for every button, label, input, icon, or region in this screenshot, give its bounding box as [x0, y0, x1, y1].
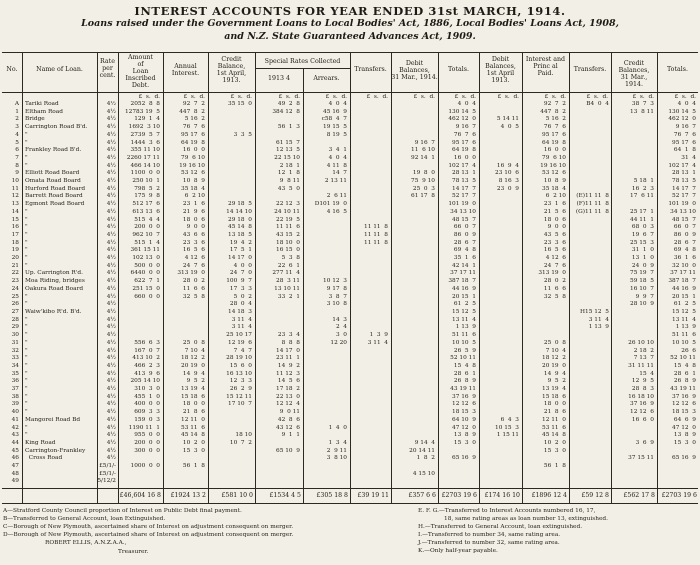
total-transfers: £39 19 11 [357, 492, 389, 499]
footnote: A—Stratford County Council proportion of Interest on Public Debt final payment. [3, 508, 242, 514]
column-debit-balance-1914: 9 16 7 11 6 10 92 14 1 19 8 0 75 9 10 25 0 3 61 17 8 9 14 4 20 14 11 1 8 2 4 15 10 [409, 139, 435, 477]
unit-label: £ s. d. [454, 94, 476, 100]
interest-accounts-table [2, 52, 698, 504]
total-transfers-2: £59 12 8 [581, 492, 609, 499]
total-amount: £46,604 16 8 [119, 492, 161, 499]
footnotes-left [3, 507, 293, 539]
header-annual: Annual Interest. [171, 63, 200, 77]
header-name: Name of Loan. [36, 66, 83, 73]
header-debit-balance-1914: Debit Balances, 31 Mar., 1914. [391, 60, 438, 81]
footnotes-right [418, 507, 608, 555]
footnote: H.—Transferred to General Account, loan extinguished. [418, 524, 583, 530]
unit-label: £ s. d. [544, 94, 566, 100]
unit-label: £ s. d. [325, 94, 347, 100]
footnote: I.—Transferred to number 34, same rating area. [418, 532, 561, 538]
footnote: D—Borough of New Plymouth, ascertained share of Interest on adjustment consequent on merger. [3, 532, 294, 538]
column-debit-balance-apr-1913: 5 14 11 4 0 5 16 9 4 23 10 6 8 16 3 23 0 9 6 4 3 10 15 3 1 15 11 [495, 116, 519, 439]
column-name: Tariki Road Eltham Road Bridge Carrington Road B'd. " " Frankley Road B'd. " " Elliott Road Board Omata Road Board Hurford Road Board Barrett Road Board Egmont Road Board " " " " " " " " Up. Carrington R'd. Moa Riding, bridges Oakura Road Board " " Waiw'kibo R'd. B'd. " " " " " " " " " " " " " Mangorei Road Bd " " King Road Carrington-Frankley Cross Road [25, 101, 88, 462]
total-debit-balance-apr-1913: £174 16 10 [484, 492, 520, 499]
unit-label: £ s. d. [138, 94, 160, 100]
unit-label: £ s. d. [230, 94, 252, 100]
unit-label: £ s. d. [278, 94, 300, 100]
unit-label: £ s. d. [366, 94, 388, 100]
header-transfers: Transfers. [354, 66, 387, 73]
total-totals: £2703 19 6 [441, 492, 477, 499]
column-special-1913: 49 2 8 384 12 8 56 1 3 61 15 7 12 13 5 22 15 10 2 18 1 12 1 8 9 8 11 43 5 0 22 12 3 24 10 11 22 19 5 11 11 6 43 15 2 18 10 0 16 15 0 5 3 8 22 6 1 277 11 4 28 3 11 13 10 11 33 2 1 23 3 4 8 8 8 14 17 0 23 11 1 14 9 2 11 12 3 14 5 6 17 18 2 22 13 0 12 12 4 9 0 11 42 8 6 43 12 6 9 1 1 65 10 9 [272, 101, 300, 454]
footnote: C—Borough of New Plymouth, ascertained share of Interest on adjustment consequent on merger. [3, 524, 294, 530]
column-no: A 1 2 3 4 5 6 7 8 9 10 11 12 13 14 15 16 17 18 19 20 21 22 23 24 25 26 27 28 29 30 31 32 33 34 35 36 37 38 39 40 41 42 43 44 45 46 47 48 49 [11, 101, 19, 485]
total-annual: £1924 13 2 [170, 492, 206, 499]
unit-label: £ s. d. [674, 94, 696, 100]
unit-label: £ s. d. [632, 94, 654, 100]
column-rate: 4½ 4½ 4½ 4½ 4½ 4½ 4½ 4½ 4½ 4½ 4½ 4½ 4½ 4½ 4½ 4½ 4½ 4½ 4½ 4½ 4½ 4½ 4½ 4½ 4½ 4½ 4½ 4½ 4½ 4½ 4½ 4½ 4½ 4½ 4½ 4½ 4½ 4½ 4½ 4½ 4½ 4½ 4½ 4½ 4½ 4½ 4½ £5/1/- £5/1/- 5/12/2 [97, 101, 116, 485]
header-credit-balance-1914: Credit Balances, 31 Mar., 1914. [618, 60, 650, 88]
total-interest-paid: £1896 12 4 [531, 492, 567, 499]
column-credit-balance-1914: 38 7 3 13 8 11 5 18 1 16 2 3 17 6 11 25 17 1 44 11 1 68 0 3 19 6 7 25 15 3 31 1 0 13 1 0 24 0 9 75 19 7 59 18 5 16 10 7 9 9 7 28 10 9 26 10 10 2 18 2 7 13 7 31 11 11 15 4 12 9 5 28 8 3 16 18 10 37 16 9 12 12 6 16 6 0 3 6 9 37 15 11 [628, 101, 654, 462]
column-transfers: 11 11 8 11 11 8 11 11 8 1 3 9 3 11 4 [364, 224, 388, 346]
header-credit-balance: Credit Balance, 1st April, 1913. [216, 56, 247, 84]
column-amount: 2052 8 8 12783 19 5 129 1 4 1692 3 10 2739 5 7 1444 3 6 355 11 10 2260 17 11 466 14 10 1100 0 0 250 10 1 798 5 2 175 9 8 512 17 6 613 13 6 515 4 4 200 0 0 962 10 7 515 1 4 361 15 11 102 13 0 500 0 0 6440 0 0 622 7 1 251 15 0 660 0 0 556 6 3 167 0 7 413 10 2 466 2 3 413 9 6 205 14 10 310 3 0 455 1 0 400 0 0 609 3 3 159 0 3 1190 11 1 955 0 0 200 0 0 300 0 0 1000 0 0 [124, 101, 160, 470]
header-transfers-2: Transfers. [573, 66, 607, 73]
column-totals-2: 4 0 4 130 14 5 462 12 0 9 16 7 76 7 6 95 17 6 64 1 8 31 4 102 17 4 28 13 1 78 13 5 14 17 7 52 17 7 101 19 0 34 13 10 48 15 7 66 0 7 86 0 9 28 6 7 69 4 8 36 1 6 32 10 0 37 17 11 387 18 7 44 16 9 20 15 1 61 2 5 15 12 5 13 11 4 1 13 9 51 11 6 10 10 5 26 6 52 10 11 15 4 8 28 6 1 26 8 9 43 19 11 37 16 9 12 12 6 18 15 3 64 6 9 47 12 0 13 8 9 15 3 0 65 16 9 [668, 101, 696, 462]
unit-label: £ s. d. [183, 94, 205, 100]
total-debit-balance-1914: £357 6 6 [408, 492, 436, 499]
footnote: B—Transferred to General Account, loan Extinguished. [3, 516, 166, 522]
header-interest-paid: Interest and Princ al Paid. [525, 56, 566, 77]
document-subtitle-1: Loans raised under the Government Loans to Local Bodies' Act, 1886, Local Bodies' Loans Act, 1908, [81, 18, 619, 29]
total-credit-balance: £581 10 0 [221, 492, 253, 499]
column-totals: 4 0 4 130 14 5 462 12 0 9 16 7 76 7 6 95 17 6 64 19 8 16 0 0 102 17 4 28 13 1 78 13 5 14 17 7 52 17 7 101 19 0 34 13 10 48 15 7 66 0 7 86 0 9 28 6 7 69 4 8 35 1 6 42 14 1 37 17 11 387 18 7 44 16 9 20 15 1 61 2 5 15 12 5 13 11 4 1 13 9 51 11 6 10 10 5 26 5 9 52 10 11 15 4 8 28 6 1 26 8 9 43 19 11 37 16 9 12 12 6 18 15 3 64 10 9 47 12 0 13 8 9 15 3 0 65 16 9 [448, 101, 476, 462]
footnote: K.—Only half-year payable. [418, 548, 498, 554]
document-subtitle-2: and N.Z. State Guaranteed Advances Act, 1909. [224, 31, 476, 42]
column-credit-balance: 35 15 0 3 3 5 29 18 5 14 14 10 29 18 0 45 14 8 13 18 5 19 4 2 17 5 1 14 17 0 4 0 0 24 7 0 100 9 7 17 3 3 5 0 2 28 0 4 14 18 3 3 11 4 3 11 4 25 10 17 12 19 6 7 4 7 28 19 10 15 6 0 16 13 10 12 3 3 26 2 9 15 12 11 17 10 7 18 10 10 7 2 [226, 101, 252, 446]
signature-title: Treasurer. [118, 549, 149, 555]
signature-name: ROBERT ELLIS, A.N.Z.A.A., [45, 540, 127, 546]
column-annual: 92 7 2 447 8 2 5 16 2 76 7 6 95 17 6 64 19 8 16 0 0 79 6 10 19 16 10 53 12 6 10 8 9 35 18 4 6 2 10 23 1 6 21 9 6 18 0 6 9 0 0 43 6 6 23 3 6 16 5 6 4 12 6 24 7 6 313 19 0 28 0 2 11 6 6 32 5 8 25 0 8 7 10 4 18 12 2 20 19 0 14 9 4 9 5 2 13 19 4 15 18 6 18 0 0 21 8 6 12 11 0 53 11 6 45 14 8 10 2 0 15 3 0 56 1 8 [177, 101, 205, 470]
header-special-rates: Special Rates Collected [264, 58, 341, 65]
total-credit-balance-1914: £562 17 8 [623, 492, 655, 499]
header-rate: Rate per cent. [99, 58, 116, 79]
unit-label: £ s. d. [586, 94, 608, 100]
header-totals-2: Totals. [666, 66, 689, 73]
table-bottom-rule [2, 503, 698, 504]
footnote: J.—Transferred to number 32, same rating area. [418, 540, 560, 546]
header-totals: Totals. [447, 66, 470, 73]
total-special-1913: £1534 4 5 [269, 492, 301, 499]
header-arrears: Arrears. [313, 75, 340, 82]
header-special-1913: 1913 4 [267, 75, 291, 82]
column-transfers-2: B4 0 4 (E)11 11 8 (F)11 11 8 (G)11 11 8 H15 12 5 3 11 4 1 13 9 [575, 101, 609, 331]
header-amount: Amount of Loan Inscribed Debt. [125, 54, 156, 89]
unit-label: £ s. d. [413, 94, 435, 100]
total-totals-2: £2703 19 6 [661, 492, 697, 499]
header-debit-balance-apr-1913: Debit Balances, 1st April 1913. [485, 56, 516, 84]
document-title: INTEREST ACCOUNTS FOR YEAR ENDED 31st MARCH, 1914. [134, 4, 566, 18]
footnote: E. F. G.—Transferred to Interest Accounts numbered 16, 17, [418, 508, 596, 514]
footnote: 18, same rating areas as loan number 13, extinguished. [444, 516, 608, 522]
header-no: No. [6, 66, 18, 73]
unit-label: £ s. d. [497, 94, 519, 100]
column-arrears: 4 0 4 45 16 9 c58 4 7 19 15 5 8 19 5 3 4 1 4 0 4 4 11 8 14 7 2 13 11 2 6 11 D101 19 0 4 16 5 10 12 3 9 17 8 3 8 7 3 10 8 14 3 2 4 3 0 12 20 1 4 0 1 3 4 2 9 11 3 8 10 [314, 101, 347, 462]
col-divider [22, 52, 23, 503]
total-arrears: £305 18 8 [316, 492, 348, 499]
column-interest-paid: 92 7 2 447 8 2 5 16 2 76 7 6 95 17 6 64 19 8 16 0 0 79 6 10 19 16 10 53 12 6 10 8 9 35 18 4 6 2 10 23 1 6 21 5 6 18 0 6 9 0 0 43 5 6 23 3 6 16 5 6 4 12 6 24 7 6 313 19 0 28 0 2 11 6 6 32 5 8 25 0 8 7 10 4 18 12 2 20 19 0 14 9 4 9 5 2 13 19 4 15 18 6 18 0 0 21 8 6 12 11 0 53 11 6 45 14 8 10 2 0 15 3 0 56 1 8 [538, 101, 566, 470]
